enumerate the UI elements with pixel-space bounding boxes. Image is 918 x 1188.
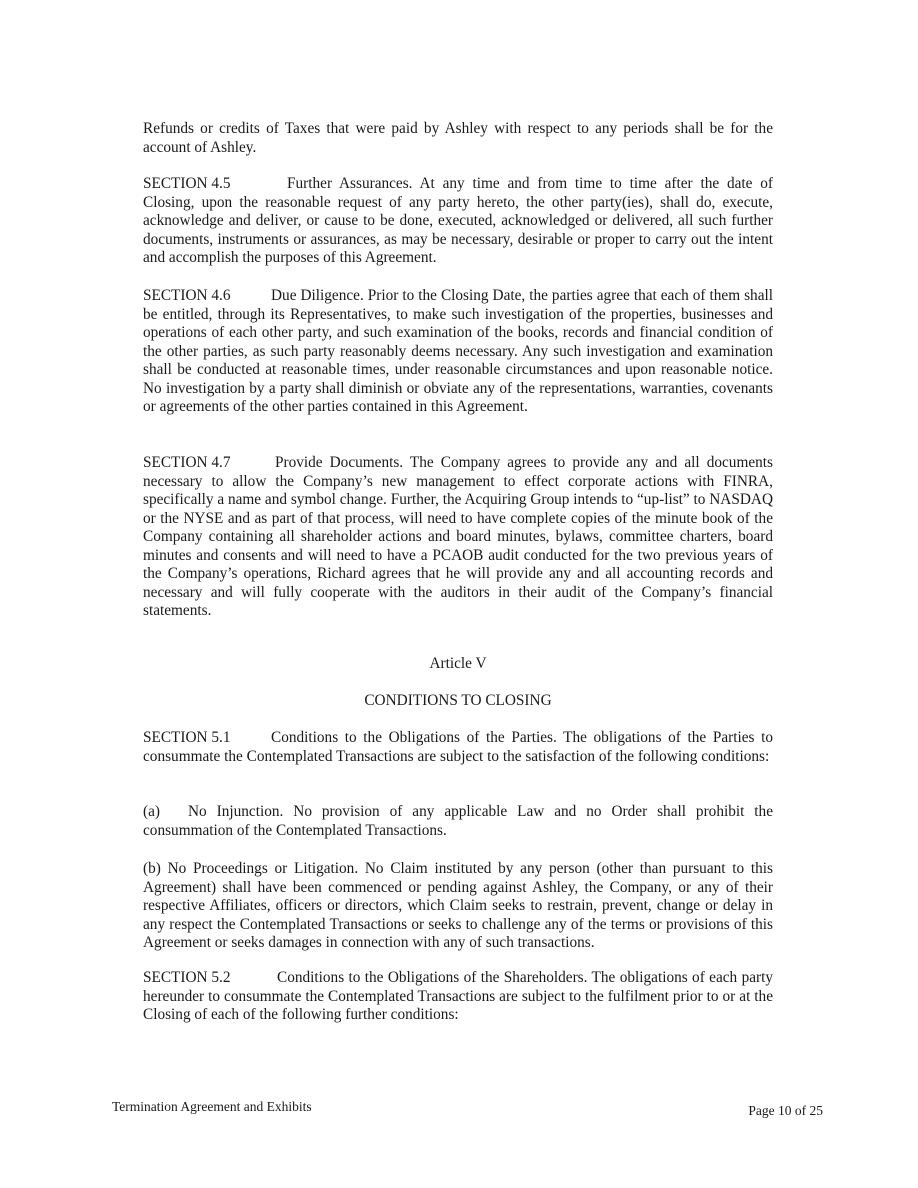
condition-a: [143, 803, 773, 840]
footer-page-number: Page 10 of 25: [748, 1103, 823, 1118]
section-4-5: [143, 175, 773, 268]
section-number: SECTION 5.1: [143, 729, 231, 746]
section-4-7: [143, 454, 773, 621]
section-5-1: [143, 729, 773, 766]
section-text: Conditions to the Obligations of the Shareholders. The obligations of each party hereunder to consummate the Contemplated Transactions are subject to the fulfilment prior to or at the Closing of each of the following further conditions:: [143, 969, 773, 1023]
paragraph-refunds: Refunds or credits of Taxes that were paid by Ashley with respect to any periods shall be for the account of Ashley.: [143, 120, 773, 156]
footer-document-title: Termination Agreement and Exhibits: [112, 1099, 312, 1114]
condition-b: (b) No Proceedings or Litigation. No Claim instituted by any person (other than pursuant to this Agreement) shall have been commenced or pending against Ashley, the Company, or any of their respective Affiliates, officers or directors, which Claim seeks to restrain, prevent, change or delay in any respect the Contemplated Transactions or seeks to challenge any of the terms or provisions of this Agreement or seeks damages in connection with any of such transactions.: [143, 860, 773, 951]
section-5-2: [143, 969, 773, 1025]
section-number: SECTION 4.7: [143, 454, 231, 471]
section-text: Further Assurances. At any time and from time to time after the date of Closing, upon the reasonable request of any party hereto, the other party(ies), shall do, execute, acknowledge and deliver, or cause to be done, executed, acknowledged or delivered, all such further documents, instruments or assurances, as may be necessary, desirable or proper to carry out the intent and accomplish the purposes of this Agreement.: [143, 175, 773, 266]
section-4-6: [143, 287, 773, 417]
section-number: SECTION 4.6: [143, 287, 231, 304]
condition-text: No Injunction. No provision of any applicable Law and no Order shall prohibit the consummation of the Contemplated Transactions.: [143, 803, 773, 839]
section-text: Conditions to the Obligations of the Parties. The obligations of the Parties to consummate the Contemplated Transactions are subject to the satisfaction of the following conditions:: [143, 729, 773, 765]
section-number: SECTION 4.5: [143, 175, 231, 192]
section-number: SECTION 5.2: [143, 969, 231, 986]
section-text: Due Diligence. Prior to the Closing Date, the parties agree that each of them shall be entitled, through its Representatives, to make such investigation of the properties, businesses and operations of each other party, and such examination of the books, records and financial condition of the other parties, as such party reasonably deems necessary. Any such investigation and examination shall be conducted at reasonable times, under reasonable circumstances and upon reasonable notice. No investigation by a party shall diminish or obviate any of the representations, warranties, covenants or agreements of the other parties contained in this Agreement.: [143, 287, 773, 415]
section-text: Provide Documents. The Company agrees to provide any and all documents necessary to allow the Company’s new management to effect corporate actions with FINRA, specifically a name and symbol change. Further, the Acquiring Group intends to “up-list” to NASDAQ or the NYSE and as part of that process, will need to have complete copies of the minute book of the Company containing all shareholder actions and board minutes, bylaws, committee charters, board minutes and consents and will need to have a PCAOB audit conducted for the two previous years of the Company’s operations, Richard agrees that he will provide any and all accounting records and necessary and will fully cooperate with the auditors in their audit of the Company’s financial statements.: [143, 454, 773, 619]
article-title: Article V: [429, 655, 487, 672]
article-heading: CONDITIONS TO CLOSING: [364, 692, 552, 709]
condition-label: (a): [143, 803, 160, 820]
